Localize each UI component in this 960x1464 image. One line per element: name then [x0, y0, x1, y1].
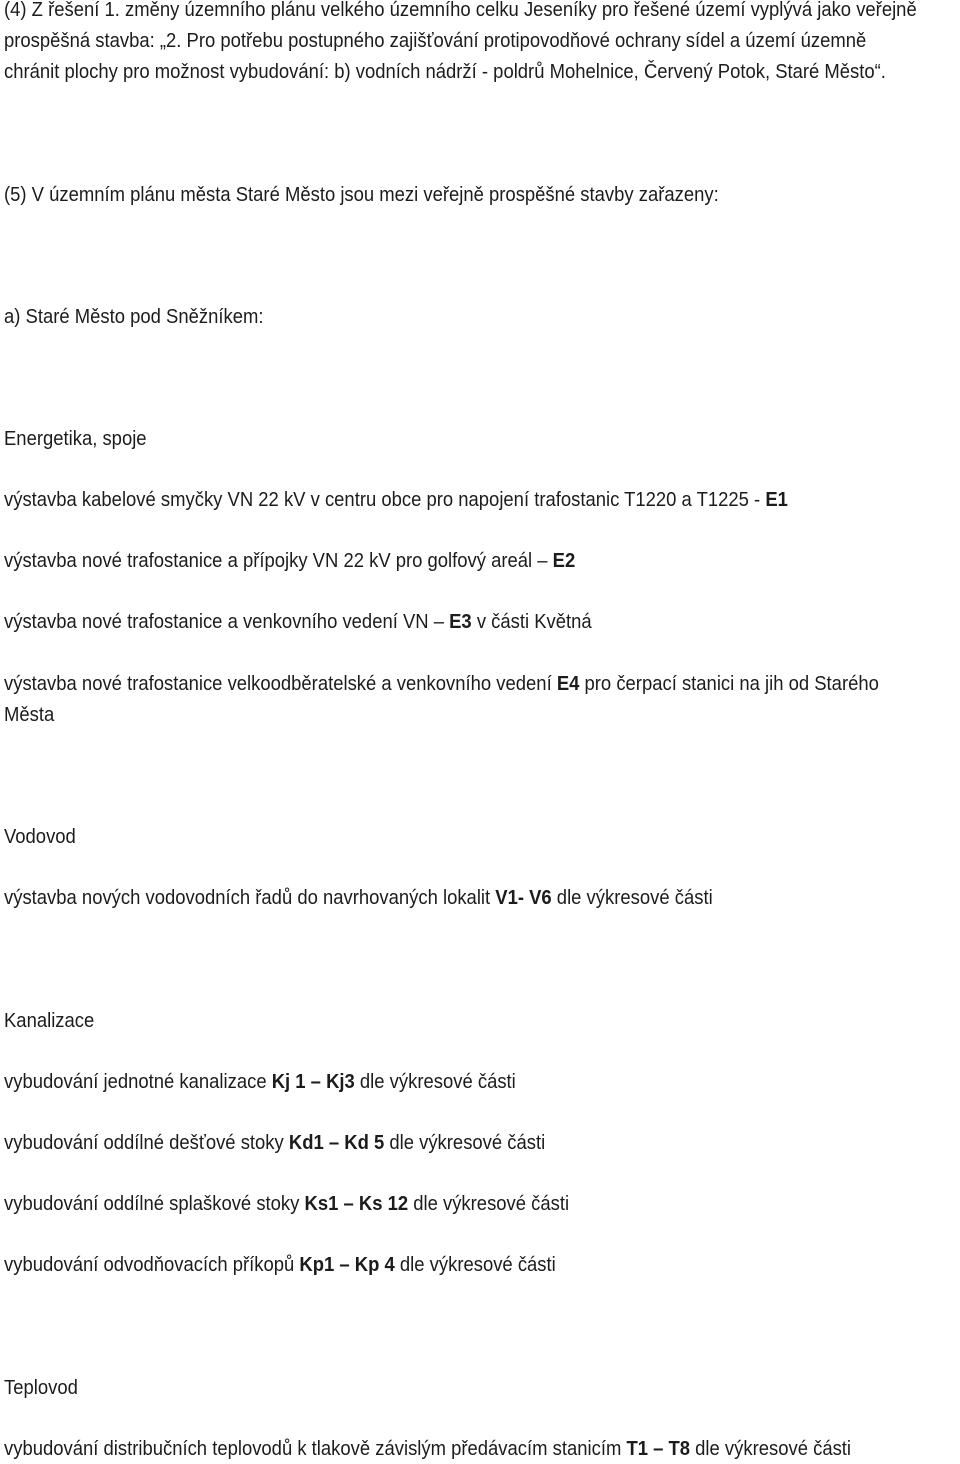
- teplovod-item-1: vybudování distribučních teplovodů k tlakově závislým předávacím stanicím T1 – T8 dle výkresové části: [4, 1437, 852, 1460]
- code-v1-v6: V1- V6: [495, 886, 552, 909]
- kanalizace-item-3: vybudování oddílné splaškové stoky Ks1 – Ks 12 dle výkresové části: [4, 1192, 570, 1215]
- energetika-item-4-continued: Města: [4, 703, 55, 726]
- vodovod-item-1: výstavba nových vodovodních řadů do navrhovaných lokalit V1- V6 dle výkresové části: [4, 886, 713, 909]
- energetika-heading: Energetika, spoje: [4, 427, 147, 450]
- code-e3: E3: [449, 610, 472, 633]
- energetika-item-3: výstavba nové trafostanice a venkovního vedení VN – E3 v části Květná: [4, 610, 592, 633]
- vodovod-heading: Vodovod: [4, 825, 76, 848]
- code-t1-t8: T1 – T8: [626, 1437, 691, 1460]
- code-kj: Kj 1 – Kj3: [271, 1070, 355, 1093]
- energetika-item-1: výstavba kabelové smyčky VN 22 kV v centru obce pro napojení trafostanic T1220 a T1225 - E1: [4, 488, 788, 511]
- code-kp: Kp1 – Kp 4: [299, 1253, 395, 1276]
- paragraph-5: (5) V územním plánu města Staré Město jsou mezi veřejně prospěšné stavby zařazeny:: [4, 183, 719, 206]
- kanalizace-heading: Kanalizace: [4, 1009, 95, 1032]
- teplovod-heading: Teplovod: [4, 1376, 78, 1399]
- code-kd: Kd1 – Kd 5: [288, 1131, 385, 1154]
- intro-line-3: chránit plochy pro možnost vybudování: b) vodních nádrží - poldrů Mohelnice, Červený Potok, Staré Město“.: [4, 60, 886, 83]
- kanalizace-item-4: vybudování odvodňovacích příkopů Kp1 – Kp 4 dle výkresové části: [4, 1253, 556, 1276]
- subsection-a-heading: a) Staré Město pod Sněžníkem:: [4, 305, 264, 328]
- code-e1: E1: [765, 488, 788, 511]
- kanalizace-item-2: vybudování oddílné dešťové stoky Kd1 – Kd 5 dle výkresové části: [4, 1131, 546, 1154]
- energetika-item-4: výstavba nové trafostanice velkoodběratelské a venkovního vedení E4 pro čerpací stanici na jih od Starého: [4, 672, 879, 695]
- energetika-item-2: výstavba nové trafostanice a přípojky VN 22 kV pro golfový areál – E2: [4, 549, 576, 572]
- code-e2: E2: [552, 549, 576, 572]
- code-e4: E4: [556, 672, 580, 695]
- kanalizace-item-1: vybudování jednotné kanalizace Kj 1 – Kj3 dle výkresové části: [4, 1070, 516, 1093]
- intro-line-1: (4) Z řešení 1. změny územního plánu velkého územního celku Jeseníky pro řešené území vyplývá jako veřejně: [4, 0, 917, 21]
- intro-line-2: prospěšná stavba: „2. Pro potřebu postupného zajišťování protipovodňové ochrany sídel a území územně: [4, 29, 867, 52]
- code-ks: Ks1 – Ks 12: [304, 1192, 409, 1215]
